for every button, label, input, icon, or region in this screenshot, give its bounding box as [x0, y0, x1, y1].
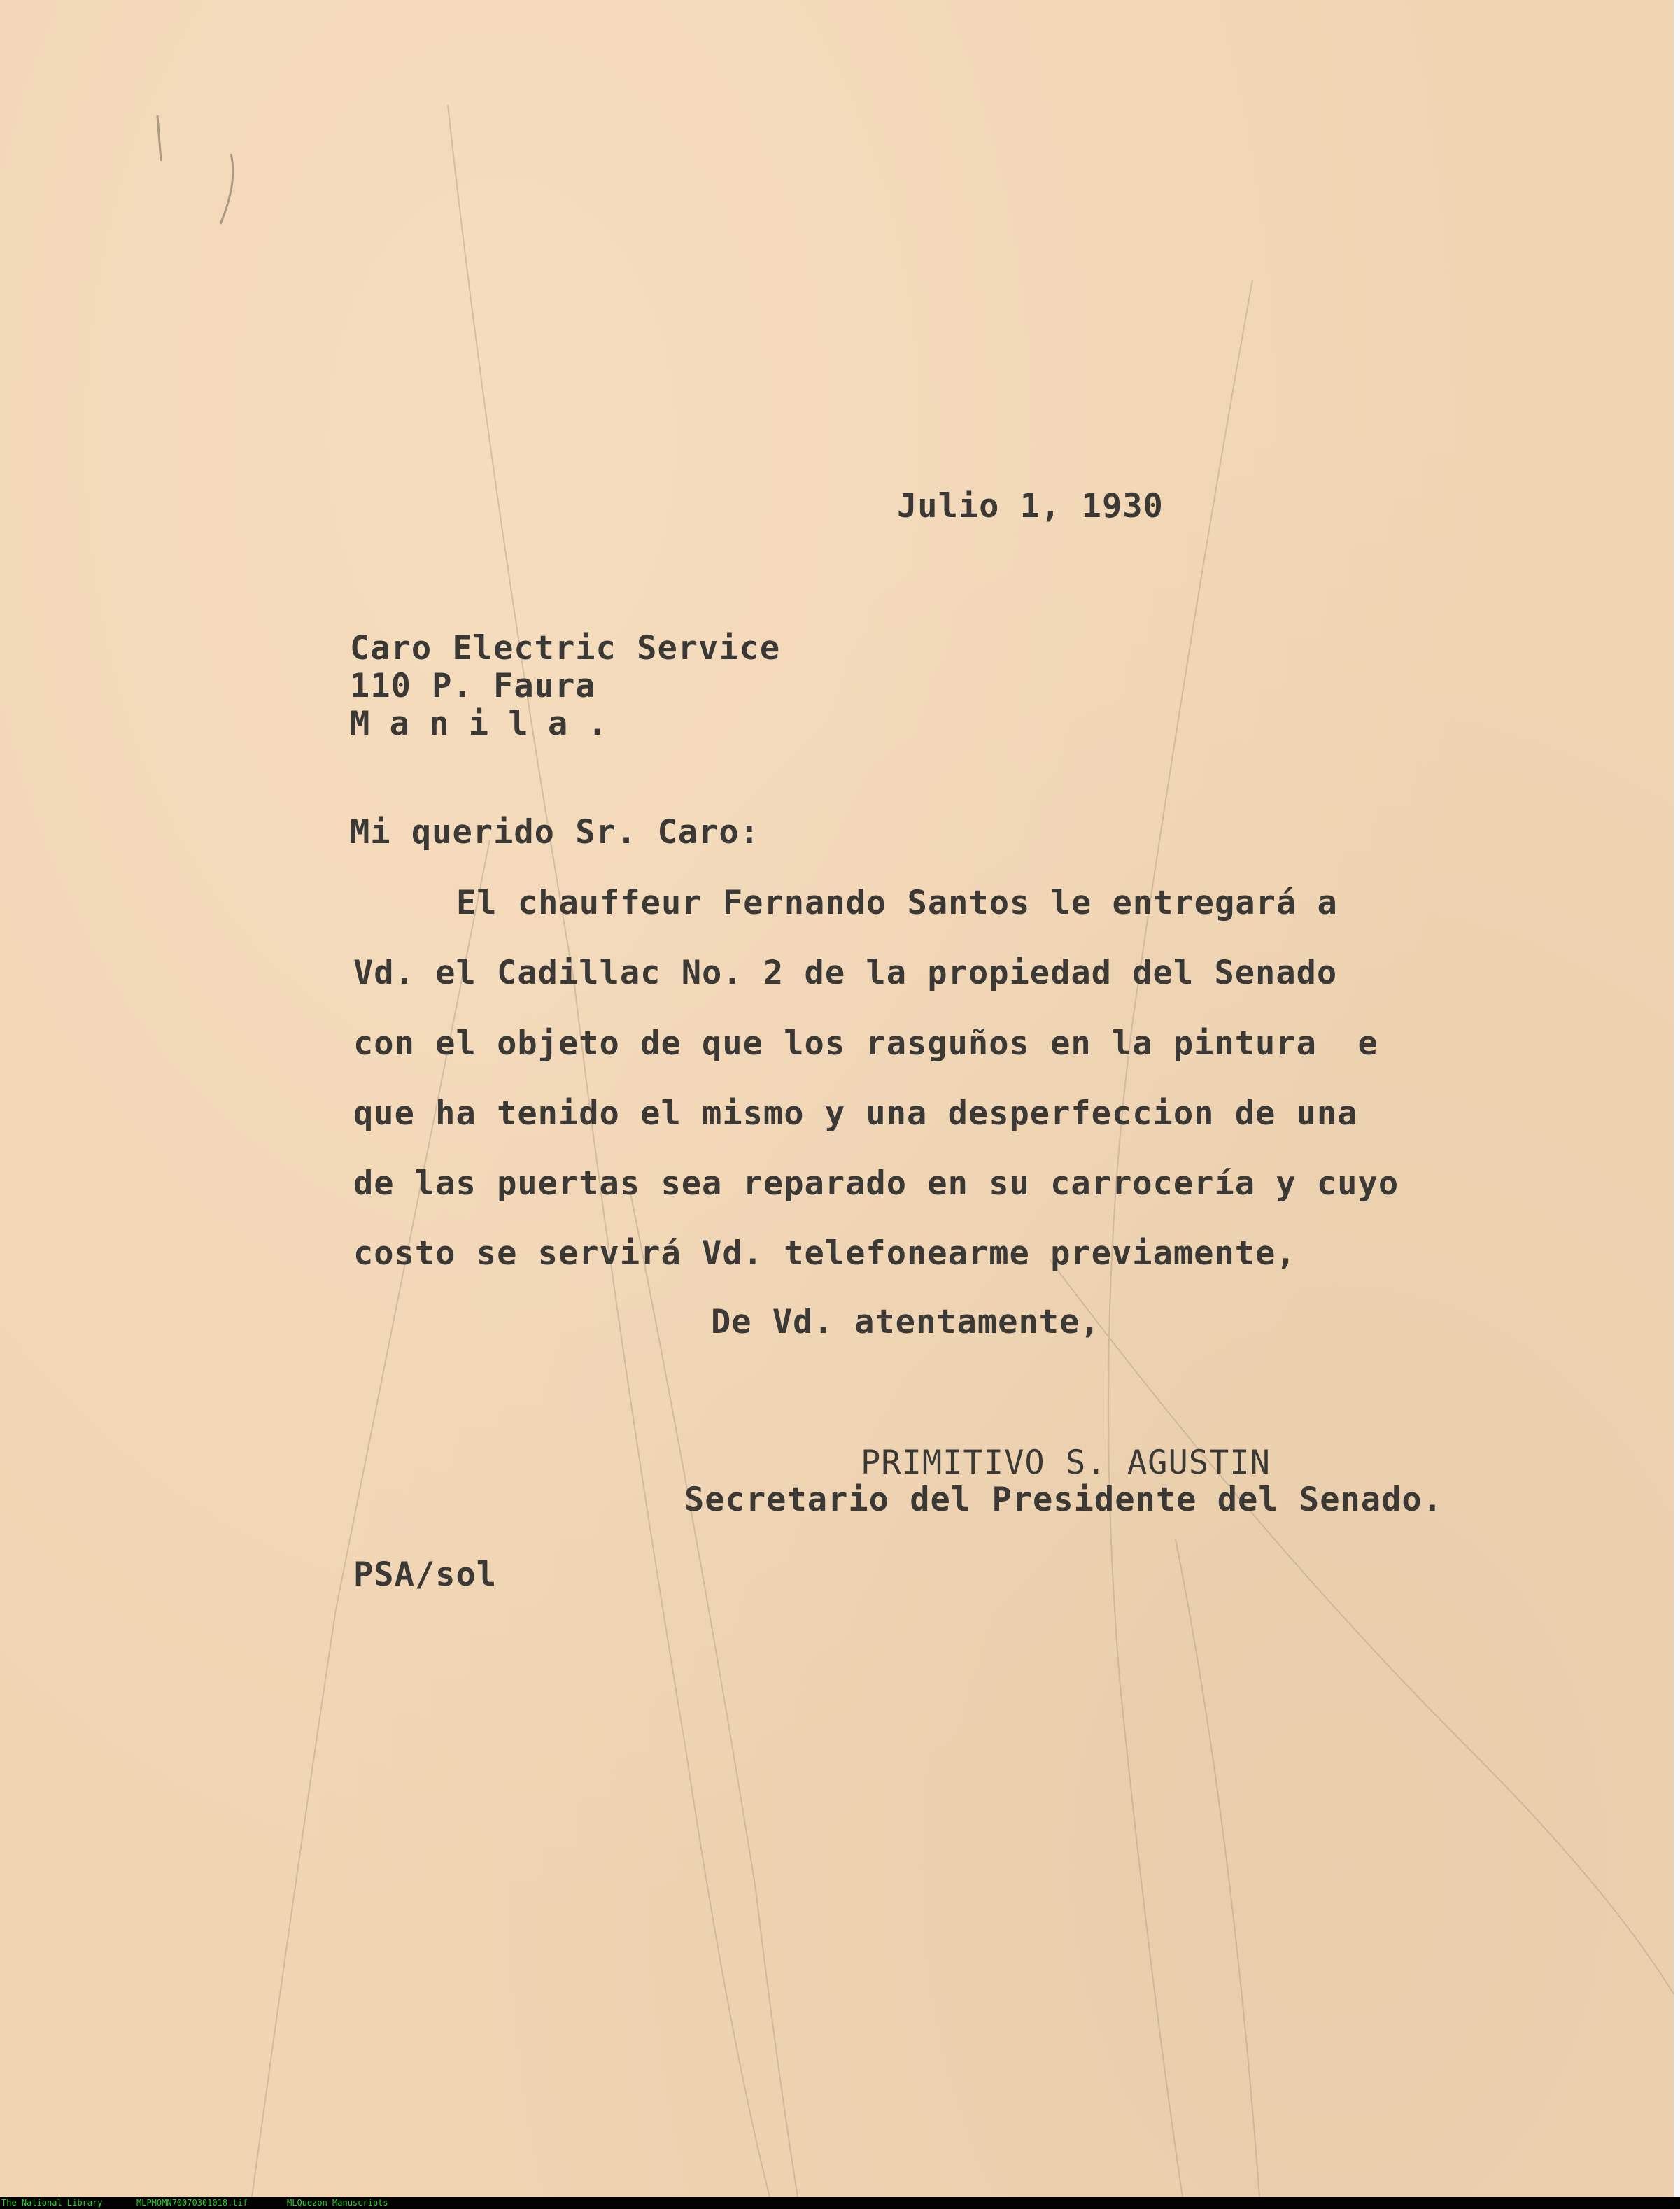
body-line: El chauffeur Fernando Santos le entregará a — [456, 884, 1338, 922]
body-line: que ha tenido el mismo y una desperfeccion de una — [353, 1094, 1358, 1133]
footer-collection: MLQuezon Manuscripts — [287, 2198, 388, 2208]
closing: De Vd. atentamente, — [711, 1303, 1101, 1341]
salutation: Mi querido Sr. Caro: — [350, 813, 760, 852]
recipient-name: Caro Electric Service — [350, 629, 781, 668]
body-line: costo se servirá Vd. telefonearme previamente, — [353, 1234, 1297, 1273]
body-line: de las puertas sea reparado en su carrocería y cuyo — [353, 1164, 1399, 1203]
reference-initials: PSA/sol — [353, 1555, 497, 1594]
body-line: con el objeto de que los rasguños en la pintura e — [353, 1024, 1378, 1063]
scan-footer — [0, 2197, 1680, 2209]
footer-library: The National Library — [1, 2198, 103, 2208]
scan-edge — [1674, 0, 1680, 2197]
recipient-city: M a n i l a . — [350, 705, 607, 743]
footer-file-id: MLPMQMN70070301018.tif — [136, 2198, 248, 2208]
signer-title: Secretario del Presidente del Senado. — [684, 1481, 1443, 1519]
recipient-street: 110 P. Faura — [350, 667, 596, 705]
letter-date: Julio 1, 1930 — [897, 487, 1164, 525]
body-line: Vd. el Cadillac No. 2 de la propiedad del Senado — [353, 954, 1338, 992]
signer-name: PRIMITIVO S. AGUSTIN — [861, 1444, 1271, 1482]
